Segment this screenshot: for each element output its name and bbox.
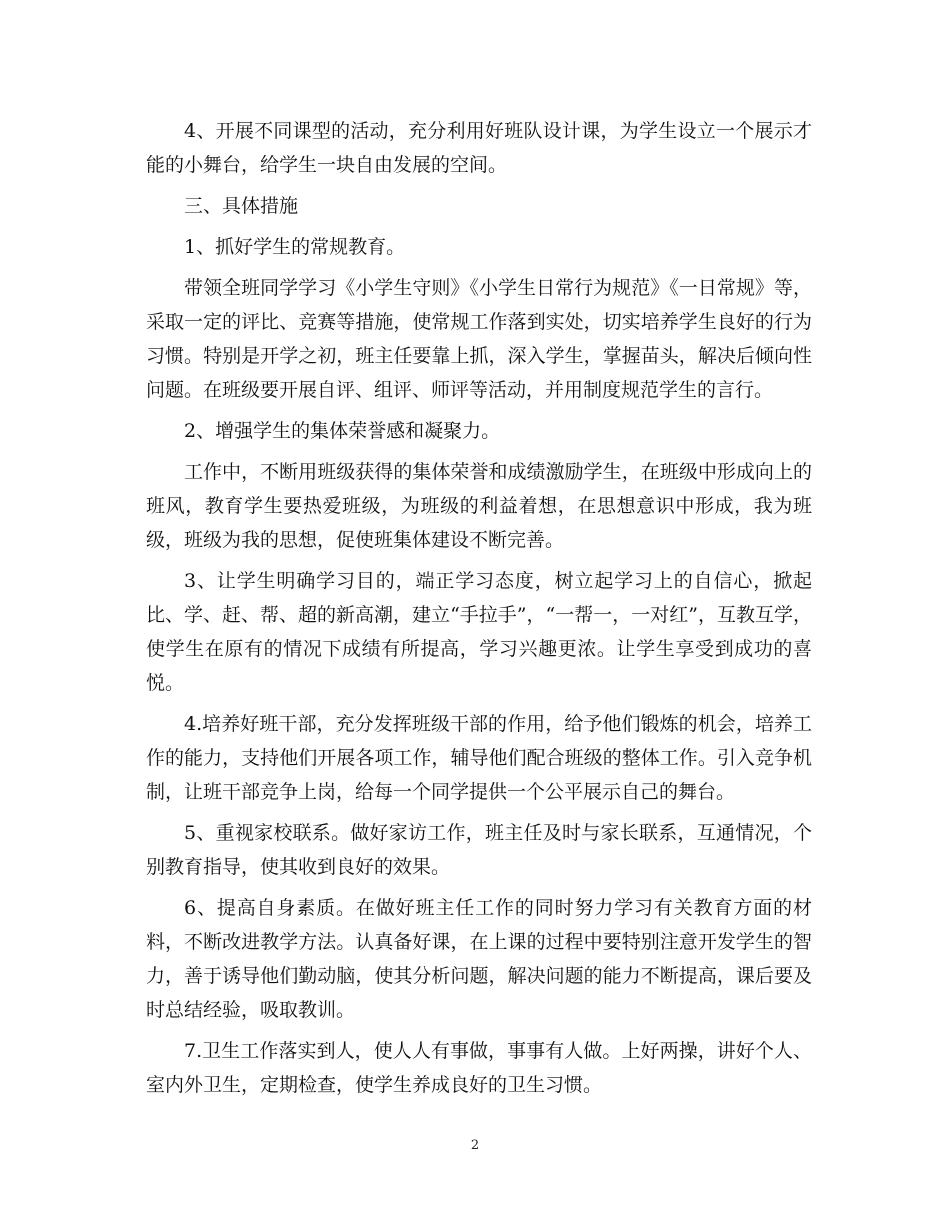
paragraph-class-cadres: 4.培养好班干部，充分发挥班级干部的作用，给予他们锻炼的机会，培养工作的能力，支持他们开展各项工作，辅导他们配合班级的整体工作。引入竞争机制，让班干部竞争上岗，给每一个同学提供一个公平展示自己的舞台。 <box>146 713 812 803</box>
paragraph-learning-goals: 3、让学生明确学习目的，端正学习态度，树立起学习上的自信心，掀起比、学、赶、帮、超的新高潮，建立“手拉手”，“一帮一，一对红”，互教互学，使学生在原有的情况下成绩有所提高，学习兴趣更浓。让学生享受到成功的喜悦。 <box>146 570 812 694</box>
paragraph-routine-heading: 1、抓好学生的常规教育。 <box>184 236 406 258</box>
paragraph-honor-body: 工作中，不断用班级获得的集体荣誉和成绩激励学生，在班级中形成向上的班风，教育学生要热爱班级，为班级的利益着想，在思想意识中形成，我为班级，班级为我的思想，促使班集体建设不断完善。 <box>146 461 812 551</box>
paragraph-hygiene: 7.卫生工作落实到人，使人人有事做，事事有人做。上好两操，讲好个人、室内外卫生，定期检查，使学生养成良好的卫生习惯。 <box>146 1040 812 1096</box>
paragraph-routine-body: 带领全班同学学习《小学生守则》《小学生日常行为规范》《一日常规》等，采取一定的评比、竞赛等措施，使常规工作落到实处，切实培养学生良好的行为习惯。特别是开学之初，班主任要靠上抓，深入学生，掌握苗头，解决后倾向性问题。在班级要开展自评、组评、师评等活动，并用制度规范学生的言行。 <box>146 277 812 401</box>
paragraph-activities: 4、开展不同课型的活动，充分利用好班队设计课，为学生设立一个展示才能的小舞台，给学生一块自由发展的空间。 <box>146 120 812 176</box>
section-heading-measures: 三、具体措施 <box>184 195 299 217</box>
page-number: 2 <box>470 1138 480 1153</box>
paragraph-self-quality: 6、提高自身素质。在做好班主任工作的同时努力学习有关教育方面的材料，不断改进教学方法。认真备好课，在上课的过程中要特别注意开发学生的智力，善于诱导他们勤动脑，使其分析问题，解决问题的能力不断提高，课后要及时总结经验，吸取教训。 <box>146 897 812 1021</box>
paragraph-home-school: 5、重视家校联系。做好家访工作，班主任及时与家长联系，互通情况，个别教育指导，使其收到良好的效果。 <box>146 822 812 878</box>
document-body <box>146 114 812 1102</box>
paragraph-honor-heading: 2、增强学生的集体荣誉感和凝聚力。 <box>184 420 501 442</box>
